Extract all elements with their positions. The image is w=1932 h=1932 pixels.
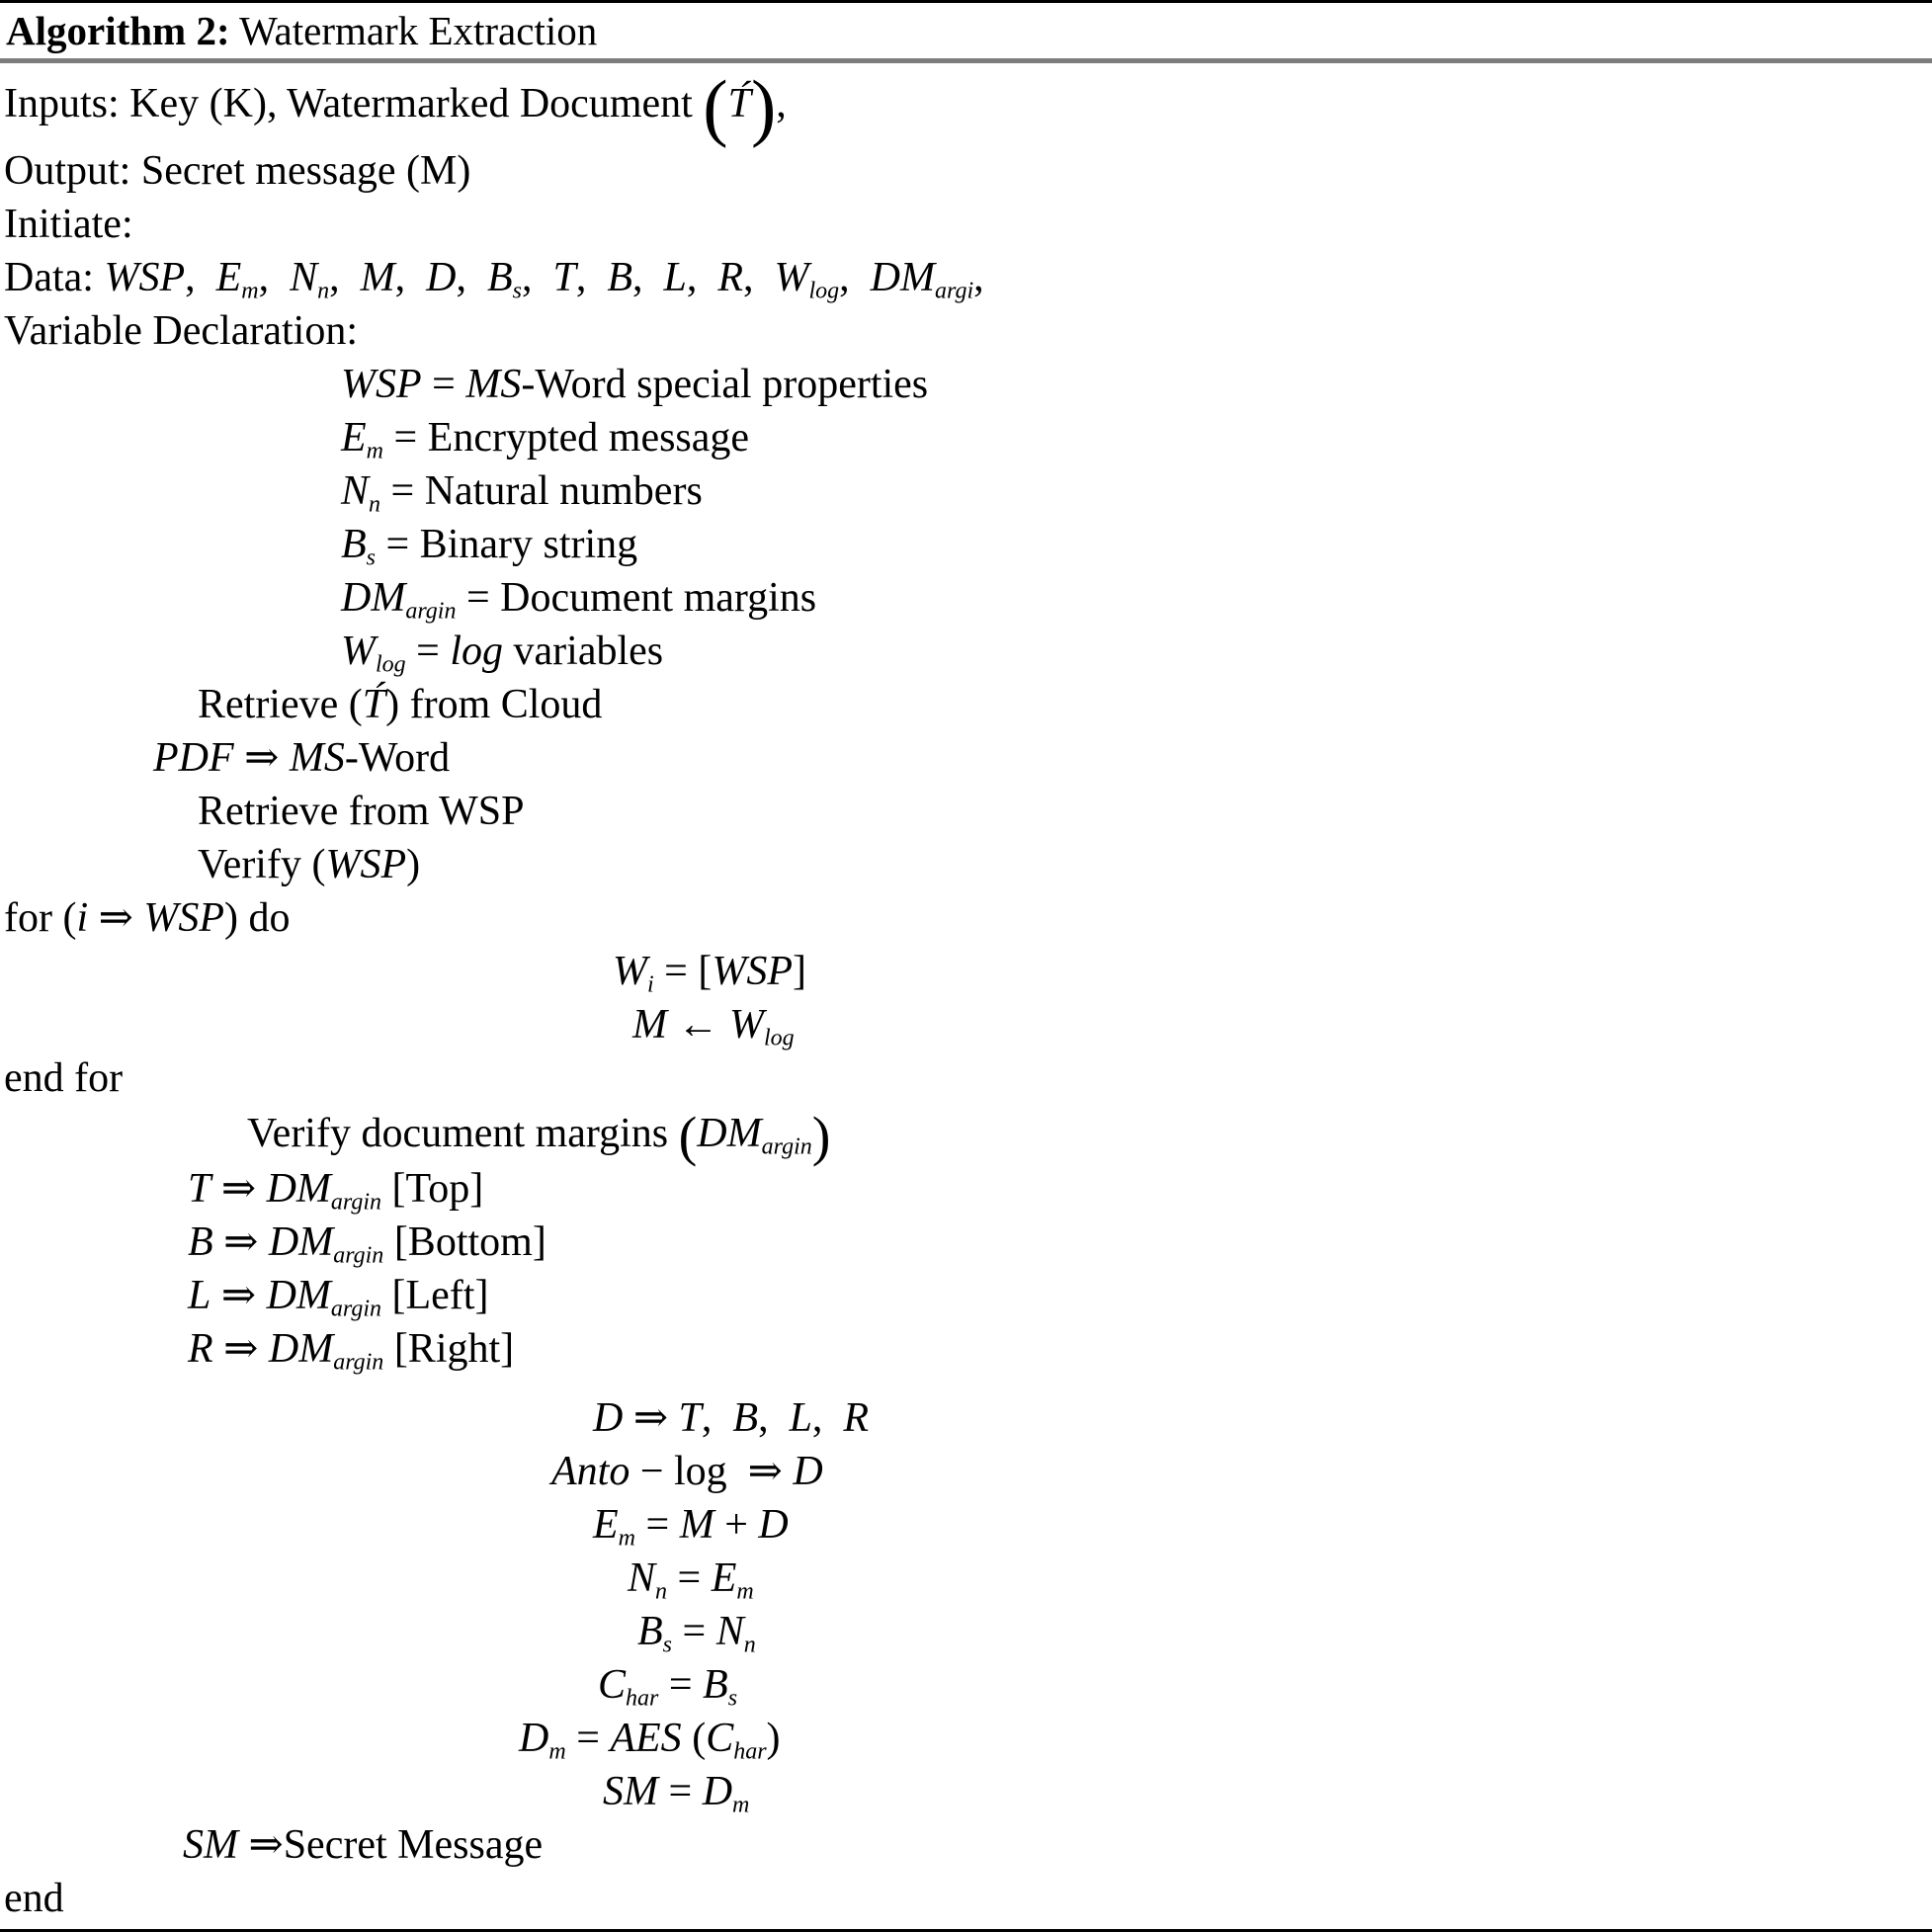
code-segment: , xyxy=(973,255,984,300)
code-segment: ) xyxy=(406,842,421,887)
code-segment: , xyxy=(456,255,487,300)
code-segment: B xyxy=(607,255,632,300)
code-line-margin-top xyxy=(0,1162,1932,1216)
code-segment: -Word xyxy=(344,735,451,781)
code-line-nn-em xyxy=(0,1552,1932,1605)
code-segment: for ( xyxy=(4,895,77,941)
code-segment: end for xyxy=(4,1055,124,1101)
code-line-anto-log xyxy=(0,1445,1932,1498)
code-segment: ⇒ xyxy=(210,1273,267,1318)
code-segment: m xyxy=(736,1578,754,1605)
code-segment: -Word special properties xyxy=(521,362,929,407)
code-segment: = Document margins xyxy=(456,575,817,621)
code-line-sm-dm xyxy=(0,1765,1932,1818)
code-line-verify-margins xyxy=(0,1105,1932,1168)
code-segment: s xyxy=(727,1685,738,1712)
code-segment: B xyxy=(703,1662,728,1708)
code-segment: T xyxy=(188,1166,211,1212)
code-segment: Verify document margins xyxy=(247,1111,679,1156)
code-segment: N xyxy=(628,1555,656,1601)
code-segment: ⇒ xyxy=(212,1326,269,1372)
code-segment: WSP xyxy=(341,362,422,407)
code-segment: [Top] xyxy=(381,1166,484,1212)
code-segment: D xyxy=(793,1449,823,1494)
code-segment: W xyxy=(729,1002,764,1048)
code-segment: n xyxy=(655,1578,668,1605)
code-segment: C xyxy=(598,1662,627,1708)
code-segment: M xyxy=(679,1502,714,1548)
code-segment: AES xyxy=(610,1716,682,1761)
code-segment: N xyxy=(290,255,318,300)
code-segment: C xyxy=(706,1716,734,1761)
code-line-dm-aes xyxy=(0,1712,1932,1765)
code-segment: WSP xyxy=(325,842,407,887)
code-line-decl-wsp xyxy=(0,358,1932,411)
code-segment: i xyxy=(76,895,89,941)
code-segment: W xyxy=(613,949,647,994)
code-segment: , xyxy=(839,255,871,300)
algorithm-body xyxy=(0,63,1932,1925)
code-segment: ⇒ xyxy=(233,735,290,781)
code-segment: , xyxy=(258,255,291,300)
code-line-verify-wsp xyxy=(0,838,1932,891)
code-segment: D xyxy=(519,1716,549,1761)
code-segment: WSP xyxy=(712,949,794,994)
code-segment: log xyxy=(808,278,840,304)
code-segment: argin xyxy=(330,1189,382,1216)
code-line-decl-wlog xyxy=(0,625,1932,678)
code-segment: B xyxy=(486,255,513,300)
code-segment: DM xyxy=(341,575,406,621)
code-segment: DM xyxy=(870,255,935,300)
code-segment: end xyxy=(4,1876,64,1921)
code-segment: N xyxy=(341,468,370,514)
code-segment: argin xyxy=(333,1242,384,1269)
code-segment: E xyxy=(341,415,367,461)
code-segment: argin xyxy=(405,598,457,625)
code-segment: L xyxy=(789,1395,812,1441)
code-line-output xyxy=(0,144,1932,198)
code-segment: = xyxy=(658,1662,704,1708)
code-segment: s xyxy=(366,545,376,571)
code-segment: ⇒ xyxy=(623,1395,679,1441)
code-segment: E xyxy=(711,1555,737,1601)
code-segment: har xyxy=(733,1738,767,1765)
code-segment: , xyxy=(776,81,787,126)
code-segment: DM xyxy=(266,1273,331,1318)
code-segment: i xyxy=(647,971,654,998)
code-segment: T́ xyxy=(362,682,386,727)
code-segment: m xyxy=(548,1738,566,1765)
code-segment: log xyxy=(764,1025,795,1051)
code-segment: ← xyxy=(667,1002,729,1048)
code-segment: E xyxy=(593,1502,619,1548)
code-line-char-bs xyxy=(0,1658,1932,1712)
code-segment: , xyxy=(394,255,427,300)
code-segment: m xyxy=(366,438,383,464)
code-segment: W xyxy=(341,629,376,674)
code-segment: ( xyxy=(703,65,728,149)
code-segment: ) do xyxy=(224,895,291,941)
code-segment: argi xyxy=(935,278,974,304)
code-segment: [Right] xyxy=(383,1326,515,1372)
code-segment: D xyxy=(702,1769,733,1814)
code-segment: MS xyxy=(289,735,345,781)
code-segment: M xyxy=(632,1002,667,1048)
code-line-m-wlog xyxy=(0,998,1932,1051)
code-segment: = xyxy=(658,1769,703,1814)
code-segment: ( xyxy=(678,1106,698,1168)
code-segment: argin xyxy=(333,1349,384,1376)
code-segment: Output: Secret message (M) xyxy=(4,148,471,194)
code-segment: WSP xyxy=(143,895,224,941)
code-segment: B xyxy=(637,1609,663,1654)
code-segment: DM xyxy=(697,1111,762,1156)
code-segment: T xyxy=(552,255,576,300)
code-segment: = xyxy=(565,1716,611,1761)
code-segment: = Encrypted message xyxy=(383,415,750,461)
code-segment: B xyxy=(732,1395,759,1441)
code-segment: = xyxy=(635,1502,680,1548)
code-segment: m xyxy=(241,278,259,304)
code-segment: s xyxy=(512,278,522,304)
code-segment: [Left] xyxy=(381,1273,489,1318)
code-segment: WSP xyxy=(104,255,186,300)
code-segment: , xyxy=(686,255,718,300)
code-segment: ) xyxy=(811,1106,831,1168)
code-segment: Verify ( xyxy=(198,842,326,887)
code-segment: har xyxy=(626,1685,659,1712)
code-segment: DM xyxy=(268,1219,334,1265)
code-segment: ) from Cloud xyxy=(385,682,603,727)
code-segment: + xyxy=(714,1502,759,1548)
code-segment: Retrieve from WSP xyxy=(198,789,525,834)
code-segment: DM xyxy=(266,1166,331,1212)
code-segment: MS xyxy=(465,362,522,407)
code-segment: Initiate: xyxy=(4,202,133,247)
code-segment: variables xyxy=(503,629,664,674)
code-segment: , xyxy=(521,255,553,300)
code-line-decl-dmargin xyxy=(0,571,1932,625)
code-segment: Anto xyxy=(551,1449,630,1494)
code-segment: ⇒ xyxy=(210,1166,267,1212)
algorithm-title xyxy=(0,3,1932,58)
code-line-end-for xyxy=(0,1051,1932,1105)
code-segment: D xyxy=(593,1395,624,1441)
code-segment: SM xyxy=(603,1769,658,1814)
code-segment: SM xyxy=(183,1822,238,1868)
code-line-decl-nn xyxy=(0,464,1932,518)
code-segment: [Bottom] xyxy=(383,1219,546,1265)
code-segment: = xyxy=(672,1609,716,1654)
code-segment: log xyxy=(450,629,504,674)
code-segment: D xyxy=(426,255,457,300)
code-line-initiate xyxy=(0,198,1932,251)
code-line-bs-nn xyxy=(0,1605,1932,1658)
code-segment: W xyxy=(774,255,809,300)
code-segment: E xyxy=(215,255,242,300)
code-segment: , xyxy=(758,1395,790,1441)
code-segment: PDF xyxy=(153,735,234,781)
code-segment: , xyxy=(743,255,775,300)
code-line-decl-bs xyxy=(0,518,1932,571)
code-line-wi-wsp xyxy=(0,945,1932,998)
code-segment: R xyxy=(843,1395,870,1441)
code-segment: = xyxy=(667,1555,712,1601)
code-segment: = xyxy=(405,629,451,674)
algorithm-title-number: Algorithm 2: xyxy=(6,8,230,53)
code-line-margin-left xyxy=(0,1269,1932,1322)
code-segment: − log ⇒ xyxy=(630,1449,794,1494)
code-segment: R xyxy=(188,1326,213,1372)
code-line-end xyxy=(0,1872,1932,1925)
code-segment: L xyxy=(663,255,687,300)
code-line-retrieve-cloud xyxy=(0,678,1932,731)
code-segment: Variable Declaration: xyxy=(4,308,358,354)
code-segment: argin xyxy=(330,1296,382,1322)
code-line-margin-bottom xyxy=(0,1216,1932,1269)
code-segment: , xyxy=(701,1395,733,1441)
code-segment: argin xyxy=(761,1134,812,1160)
code-segment: ⇒ xyxy=(238,1822,284,1868)
code-segment: B xyxy=(341,522,367,567)
code-segment: log xyxy=(376,651,406,678)
code-segment: , xyxy=(631,255,664,300)
code-segment: Retrieve ( xyxy=(198,682,363,727)
code-line-data xyxy=(0,251,1932,304)
algorithm-title-text: Watermark Extraction xyxy=(229,8,598,53)
code-segment: ⇒ xyxy=(212,1219,269,1265)
code-segment: , xyxy=(811,1395,844,1441)
code-segment: ⇒ xyxy=(88,895,144,941)
code-segment: B xyxy=(188,1219,213,1265)
code-line-margin-right xyxy=(0,1322,1932,1376)
code-segment: , xyxy=(329,255,361,300)
code-segment: = xyxy=(421,362,466,407)
code-segment: = Natural numbers xyxy=(380,468,703,514)
code-segment: M xyxy=(360,255,395,300)
code-line-d-tblr xyxy=(0,1391,1932,1445)
code-segment: , xyxy=(185,255,216,300)
code-segment: m xyxy=(618,1525,635,1552)
code-segment: n xyxy=(369,491,381,518)
code-segment: , xyxy=(575,255,608,300)
code-segment: ) xyxy=(750,65,777,149)
code-segment: Data: xyxy=(4,255,105,300)
code-line-inputs xyxy=(0,63,1932,149)
code-segment: R xyxy=(717,255,743,300)
code-segment: = Binary string xyxy=(376,522,638,567)
code-segment: Inputs: Key (K), Watermarked Document xyxy=(4,81,704,126)
code-segment: L xyxy=(188,1273,211,1318)
code-segment: m xyxy=(732,1792,750,1818)
code-segment: ( xyxy=(681,1716,707,1761)
code-segment: Secret Message xyxy=(283,1822,544,1868)
code-segment: T́ xyxy=(727,81,751,126)
code-segment: T xyxy=(678,1395,702,1441)
code-segment: ) xyxy=(766,1716,781,1761)
code-segment: n xyxy=(317,278,330,304)
code-segment: = [ xyxy=(653,949,713,994)
code-line-variable-declaration xyxy=(0,304,1932,358)
code-segment: ] xyxy=(793,949,807,994)
code-line-sm-secret xyxy=(0,1818,1932,1872)
code-segment: D xyxy=(758,1502,789,1548)
code-line-pdf-msword xyxy=(0,731,1932,785)
code-line-decl-em xyxy=(0,411,1932,464)
code-segment: N xyxy=(715,1609,744,1654)
code-line-retrieve-wsp xyxy=(0,785,1932,838)
code-segment: DM xyxy=(268,1326,334,1372)
code-segment: s xyxy=(662,1632,672,1658)
code-line-for-loop xyxy=(0,891,1932,945)
code-segment: n xyxy=(743,1632,756,1658)
code-line-em-m-d xyxy=(0,1498,1932,1552)
